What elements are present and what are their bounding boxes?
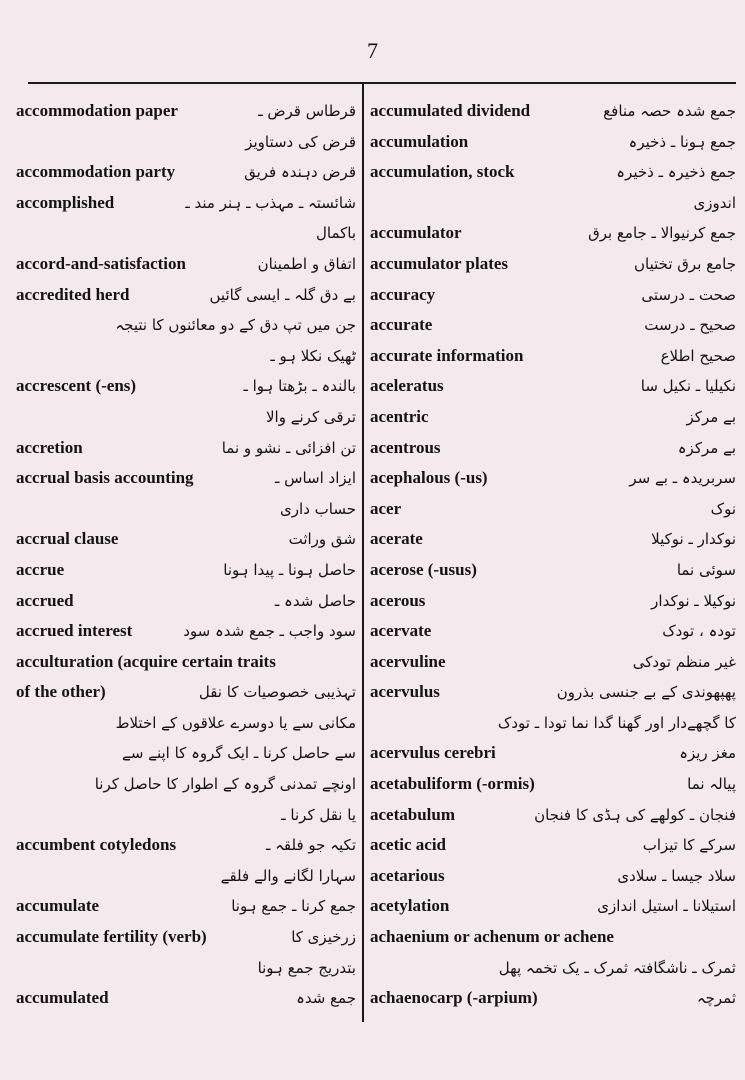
dictionary-entry <box>370 616 736 647</box>
english-headword: acer <box>370 498 402 518</box>
dictionary-entry <box>370 280 736 311</box>
urdu-definition: جمع ہونا ـ ذخیرہ <box>628 132 736 151</box>
dictionary-entry <box>16 769 356 800</box>
english-headword: acervulus <box>370 682 440 702</box>
urdu-definition: تکیہ جو فلقہ ـ <box>265 836 356 855</box>
dictionary-entry <box>16 494 356 525</box>
english-headword: accumulation, stock <box>370 162 515 182</box>
urdu-definition: نوکدار ـ نوکیلا <box>651 530 736 549</box>
urdu-definition: صحیح اطلاع <box>660 346 736 365</box>
urdu-definition: کا گچھےدار اور گھنا گدا نما تودا ـ تودک <box>497 713 736 732</box>
english-headword: accumulator <box>370 223 462 243</box>
urdu-definition: سربریدہ ـ بے سر <box>629 469 736 488</box>
english-headword: acetic acid <box>370 835 446 855</box>
page-number: 7 <box>367 38 378 63</box>
dictionary-entry <box>16 402 356 433</box>
urdu-definition: اندوزی <box>693 193 736 212</box>
urdu-definition: تودہ ، تودک <box>662 622 736 641</box>
english-headword: acervulus cerebri <box>370 743 496 763</box>
dictionary-entry <box>16 524 356 555</box>
english-headword: acerous <box>370 590 426 610</box>
english-headword: acervate <box>370 621 432 641</box>
dictionary-entry <box>370 249 736 280</box>
urdu-definition: نوکیلا ـ نوکدار <box>651 591 736 610</box>
english-headword: accurate <box>370 315 433 335</box>
urdu-definition: نکیلیا ـ نکیل سا <box>640 377 736 396</box>
urdu-definition: ٹھیک نکلا ہو ـ <box>270 346 356 365</box>
english-headword: accrued <box>16 590 74 610</box>
dictionary-entry <box>16 647 356 678</box>
urdu-definition: بتدریج جمع ہونا <box>257 958 356 977</box>
urdu-definition: اونچے تمدنی گروہ کے اطوار کا حاصل کرنا <box>94 775 356 794</box>
urdu-definition: اتفاق و اطمینان <box>257 254 356 273</box>
english-headword: of the other) <box>16 682 106 702</box>
english-headword: accommodation paper <box>16 101 178 120</box>
dictionary-entry <box>370 341 736 372</box>
english-headword: accumulate <box>16 896 100 916</box>
english-headword: accumulated dividend <box>370 101 531 120</box>
urdu-definition: پھپھوندی کے بے جنسی بذرون <box>556 683 736 702</box>
urdu-definition: قرطاس قرض ـ <box>258 102 356 120</box>
urdu-definition: سے حاصل کرنا ـ ایک گروہ کا اپنے سے <box>122 744 356 763</box>
dictionary-entry <box>370 922 736 953</box>
dictionary-entry <box>370 738 736 769</box>
urdu-definition: یا نقل کرنا ـ <box>281 805 356 824</box>
urdu-definition: جامع برق تختیاں <box>634 254 736 273</box>
dictionary-entry <box>370 953 736 984</box>
english-headword: accrued interest <box>16 621 133 641</box>
english-headword: acetylation <box>370 896 450 916</box>
dictionary-entry <box>16 983 356 1014</box>
urdu-definition: تن افزائی ـ نشو و نما <box>221 438 356 457</box>
english-headword: accumulation <box>370 131 469 151</box>
english-headword: acetabulum <box>370 804 455 824</box>
dictionary-entry <box>370 157 736 188</box>
urdu-definition: حاصل شدہ ـ <box>274 591 356 610</box>
dictionary-entry <box>370 708 736 739</box>
dictionary-entry <box>16 127 356 158</box>
english-headword: acentric <box>370 406 429 426</box>
english-headword: accredited herd <box>16 284 130 304</box>
urdu-definition: شائستہ ـ مہذب ـ ہنر مند ـ <box>185 193 356 212</box>
english-headword: accumbent cotyledons <box>16 835 177 855</box>
urdu-definition: بالندہ ـ بڑھتا ہوا ـ <box>243 377 356 396</box>
english-headword: acervuline <box>370 651 446 671</box>
urdu-definition: غیر منظم تودکی <box>632 652 736 671</box>
english-headword: accommodation party <box>16 162 176 182</box>
dictionary-entry <box>370 586 736 617</box>
english-headword: accrual basis accounting <box>16 468 194 488</box>
dictionary-entry <box>16 218 356 249</box>
urdu-definition: قرض دہندہ فریق <box>244 163 356 182</box>
dictionary-entry <box>370 218 736 249</box>
english-headword: achaenium or achenum or achene <box>370 927 614 947</box>
dictionary-entry <box>370 494 736 525</box>
dictionary-entry <box>370 433 736 464</box>
english-headword: aceleratus <box>370 376 444 396</box>
english-headword: accord-and-satisfaction <box>16 253 186 273</box>
dictionary-entry <box>370 555 736 586</box>
urdu-definition: بے مرکزہ <box>677 438 736 457</box>
urdu-definition: سرکے کا تیزاب <box>642 836 736 855</box>
dictionary-entry <box>370 769 736 800</box>
dictionary-entry <box>16 616 356 647</box>
urdu-definition: صحیح ـ درست <box>644 316 736 335</box>
english-headword: achaenocarp (-arpium) <box>370 988 538 1008</box>
dictionary-entry <box>370 127 736 158</box>
left-column <box>16 96 356 1026</box>
urdu-definition: سہارا لگانے والے فلقے <box>220 866 356 885</box>
english-headword: accrual clause <box>16 529 119 549</box>
dictionary-entry <box>370 463 736 494</box>
dictionary-entry <box>16 800 356 831</box>
urdu-definition: جمع شدہ <box>296 989 356 1008</box>
english-headword: accrescent (-ens) <box>16 376 137 396</box>
dictionary-entry <box>370 310 736 341</box>
urdu-definition: جمع شدہ حصہ منافع <box>603 102 736 120</box>
urdu-definition: سلاد جیسا ـ سلادی <box>617 866 736 885</box>
header-rule <box>28 82 736 84</box>
dictionary-entry <box>370 891 736 922</box>
urdu-definition: جمع کرنیوالا ـ جامع برق <box>588 224 736 243</box>
dictionary-entry <box>16 310 356 341</box>
dictionary-entry <box>16 586 356 617</box>
urdu-definition: حساب داری <box>280 499 356 518</box>
dictionary-entry <box>370 800 736 831</box>
dictionary-entry <box>370 677 736 708</box>
dictionary-entry <box>16 341 356 372</box>
dictionary-entry <box>370 983 736 1014</box>
dictionary-entry <box>370 371 736 402</box>
english-headword: acetarious <box>370 865 445 885</box>
dictionary-entry <box>370 188 736 219</box>
dictionary-entry <box>16 249 356 280</box>
dictionary-entry <box>16 922 356 953</box>
dictionary-entry <box>16 677 356 708</box>
dictionary-entry <box>370 830 736 861</box>
dictionary-entry <box>370 647 736 678</box>
urdu-definition: استیلانا ـ استیل اندازی <box>597 897 736 916</box>
english-headword: accumulated <box>16 988 109 1008</box>
dictionary-entry <box>16 463 356 494</box>
english-headword: acerate <box>370 529 423 549</box>
dictionary-entry <box>16 96 356 127</box>
english-headword: accretion <box>16 437 83 457</box>
english-headword: acetabuliform (-ormis) <box>370 774 535 794</box>
dictionary-entry <box>370 402 736 433</box>
urdu-definition: ثمرک ـ ناشگافتہ ثمرک ـ یک تخمہ پھل <box>498 958 736 977</box>
english-headword: accumulate fertility (verb) <box>16 927 207 947</box>
urdu-definition: صحت ـ درستی <box>641 285 736 304</box>
urdu-definition: سوئی نما <box>676 560 736 579</box>
english-headword: accrue <box>16 559 65 579</box>
urdu-definition: ایزاد اساس ـ <box>274 469 356 488</box>
english-headword: accumulator plates <box>370 253 509 273</box>
dictionary-entry <box>16 371 356 402</box>
urdu-definition: بے دق گلہ ـ ایسی گائیں <box>209 285 356 304</box>
urdu-definition: جمع ذخیرہ ـ ذخیرہ <box>616 163 736 182</box>
dictionary-entry <box>16 891 356 922</box>
dictionary-entry <box>370 96 736 127</box>
urdu-definition: بے مرکز <box>686 407 736 426</box>
dictionary-entry <box>16 861 356 892</box>
dictionary-entry <box>16 830 356 861</box>
right-column <box>370 96 736 1026</box>
urdu-definition: جمع کرنا ـ جمع ہونا <box>231 897 356 916</box>
dictionary-entry <box>16 157 356 188</box>
dictionary-entry <box>16 433 356 464</box>
dictionary-entry <box>16 953 356 984</box>
urdu-definition: باکمال <box>315 224 356 243</box>
urdu-definition: جن میں تپ دق کے دو معائنوں کا نتیجہ <box>115 316 356 335</box>
urdu-definition: مکانی سے یا دوسرے علاقوں کے اختلاط <box>115 713 356 732</box>
dictionary-entry <box>16 708 356 739</box>
urdu-definition: سود واجب ـ جمع شدہ سود <box>183 622 356 641</box>
english-headword: accomplished <box>16 192 115 212</box>
english-headword: acculturation (acquire certain traits <box>16 651 276 671</box>
urdu-definition: پیالہ نما <box>687 775 736 794</box>
urdu-definition: حاصل ہونا ـ پیدا ہونا <box>223 560 356 579</box>
urdu-definition: تہذیبی خصوصیات کا نقل <box>198 683 356 702</box>
english-headword: acentrous <box>370 437 441 457</box>
dictionary-entry <box>370 524 736 555</box>
english-headword: accuracy <box>370 284 436 304</box>
urdu-definition: ترقی کرنے والا <box>265 407 356 426</box>
urdu-definition: فنجان ـ کولھے کی ہڈی کا فنجان <box>534 805 736 824</box>
urdu-definition: ثمرچہ <box>696 989 736 1008</box>
dictionary-entry <box>16 738 356 769</box>
english-headword: acephalous (-us) <box>370 468 488 488</box>
urdu-definition: زرخیزی کا <box>291 928 356 947</box>
english-headword: acerose (-usus) <box>370 559 477 579</box>
urdu-definition: قرض کی دستاویز <box>245 132 356 151</box>
dictionary-entry <box>16 555 356 586</box>
dictionary-entry <box>370 861 736 892</box>
urdu-definition: نوک <box>710 499 736 518</box>
english-headword: accurate information <box>370 345 524 365</box>
urdu-definition: شق وراثت <box>288 530 356 549</box>
urdu-definition: مغز ریزہ <box>679 744 736 763</box>
dictionary-entry <box>16 280 356 311</box>
dictionary-entry <box>16 188 356 219</box>
column-divider <box>362 84 364 1022</box>
